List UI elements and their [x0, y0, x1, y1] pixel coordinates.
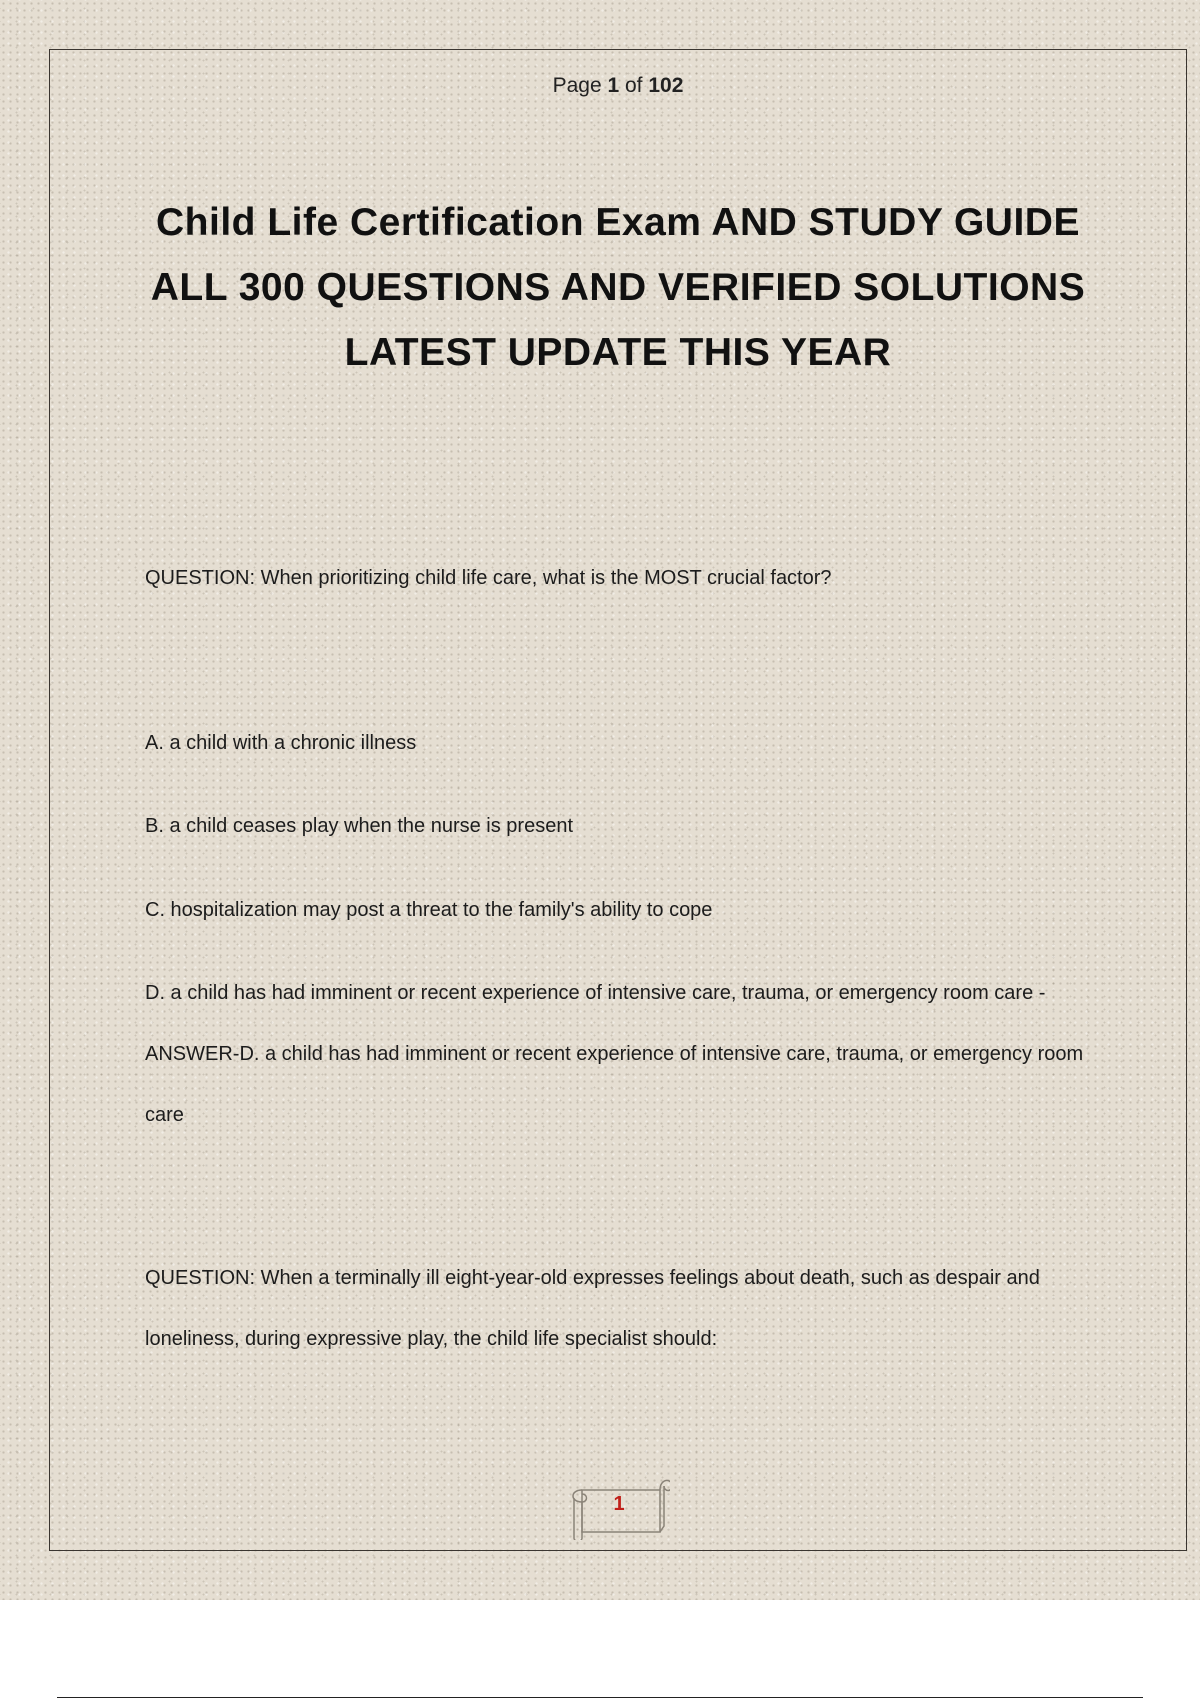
question-1-option-a: A. a child with a chronic illness — [145, 732, 417, 754]
bottom-divider — [57, 1697, 1143, 1698]
page-total: 102 — [648, 74, 684, 97]
footer-page-number: 1 — [613, 1493, 625, 1515]
page-prefix: Page — [552, 74, 602, 97]
question-1-option-b: B. a child ceases play when the nurse is present — [145, 815, 574, 837]
page-current: 1 — [607, 74, 620, 97]
question-2-text: QUESTION: When a terminally ill eight-year-old expresses feelings about death, such as despair and loneliness, during expressive play, the child life specialist should: — [145, 1267, 1040, 1350]
page-of: of — [625, 74, 643, 97]
question-1-option-c: C. hospitalization may post a threat to the family's ability to cope — [145, 899, 713, 921]
page-indicator — [0, 74, 1200, 98]
question-1-text: QUESTION: When prioritizing child life care, what is the MOST crucial factor? — [145, 567, 832, 589]
document-title: Child Life Certification Exam AND STUDY GUIDE ALL 300 QUESTIONS AND VERIFIED SOLUTIONS LATEST UPDATE THIS YEAR — [150, 201, 1086, 374]
question-1-option-d-answer: D. a child has had imminent or recent experience of intensive care, trauma, or emergency room care - ANSWER-D. a child has had imminent or recent experience of intensive care, trauma, or emergency room care — [145, 982, 1084, 1126]
